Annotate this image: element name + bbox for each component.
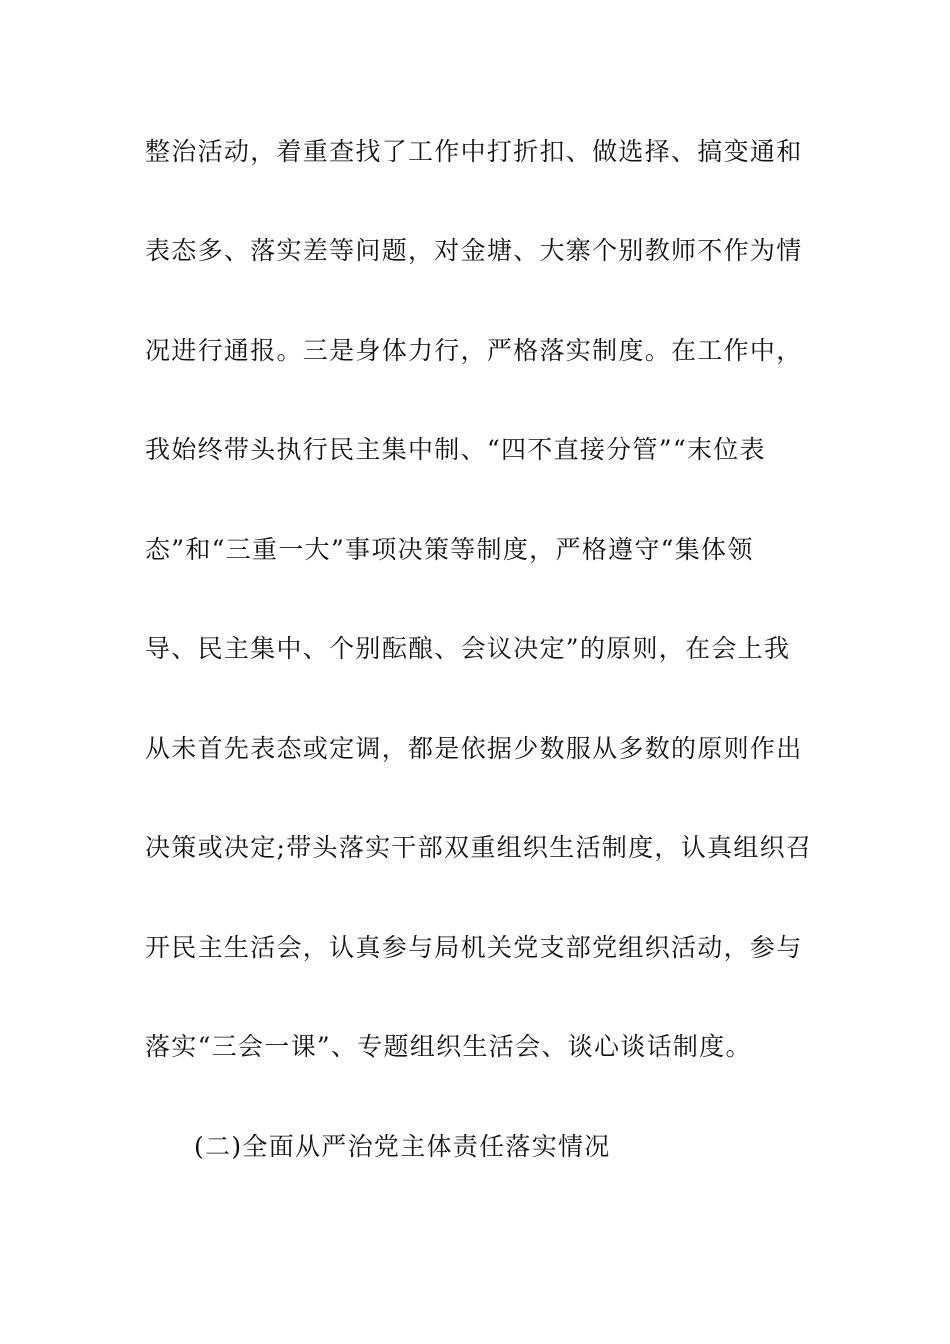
- body-text-line: 开民主生活会，认真参与局机关党支部党组织活动，参与: [145, 933, 803, 962]
- body-text-line: 态”和“三重一大”事项决策等制度，严格遵守“集体领: [145, 535, 754, 564]
- body-text-line: 表态多、落实差等问题，对金塘、大寨个别教师不作为情: [145, 236, 803, 265]
- body-text-line: 整治活动，着重查找了工作中打折扣、做选择、搞变通和: [145, 137, 803, 166]
- body-text-line: 况进行通报。三是身体力行，严格落实制度。在工作中，: [145, 336, 803, 365]
- body-text-line: 决策或决定;带头落实干部双重组织生活制度，认真组织召: [145, 833, 813, 862]
- body-text-line: 导、民主集中、个别酝酿、会议决定”的原则，在会上我: [145, 634, 791, 663]
- body-text-line: 我始终带头执行民主集中制、“四不直接分管”“末位表: [145, 435, 766, 464]
- body-text-line: 从未首先表态或定调，都是依据少数服从多数的原则作出: [145, 734, 803, 763]
- body-text-line: 落实“三会一课”、专题组织生活会、谈心谈话制度。: [145, 1032, 752, 1061]
- section-heading: (二)全面从严治党主体责任落实情况: [194, 1132, 611, 1161]
